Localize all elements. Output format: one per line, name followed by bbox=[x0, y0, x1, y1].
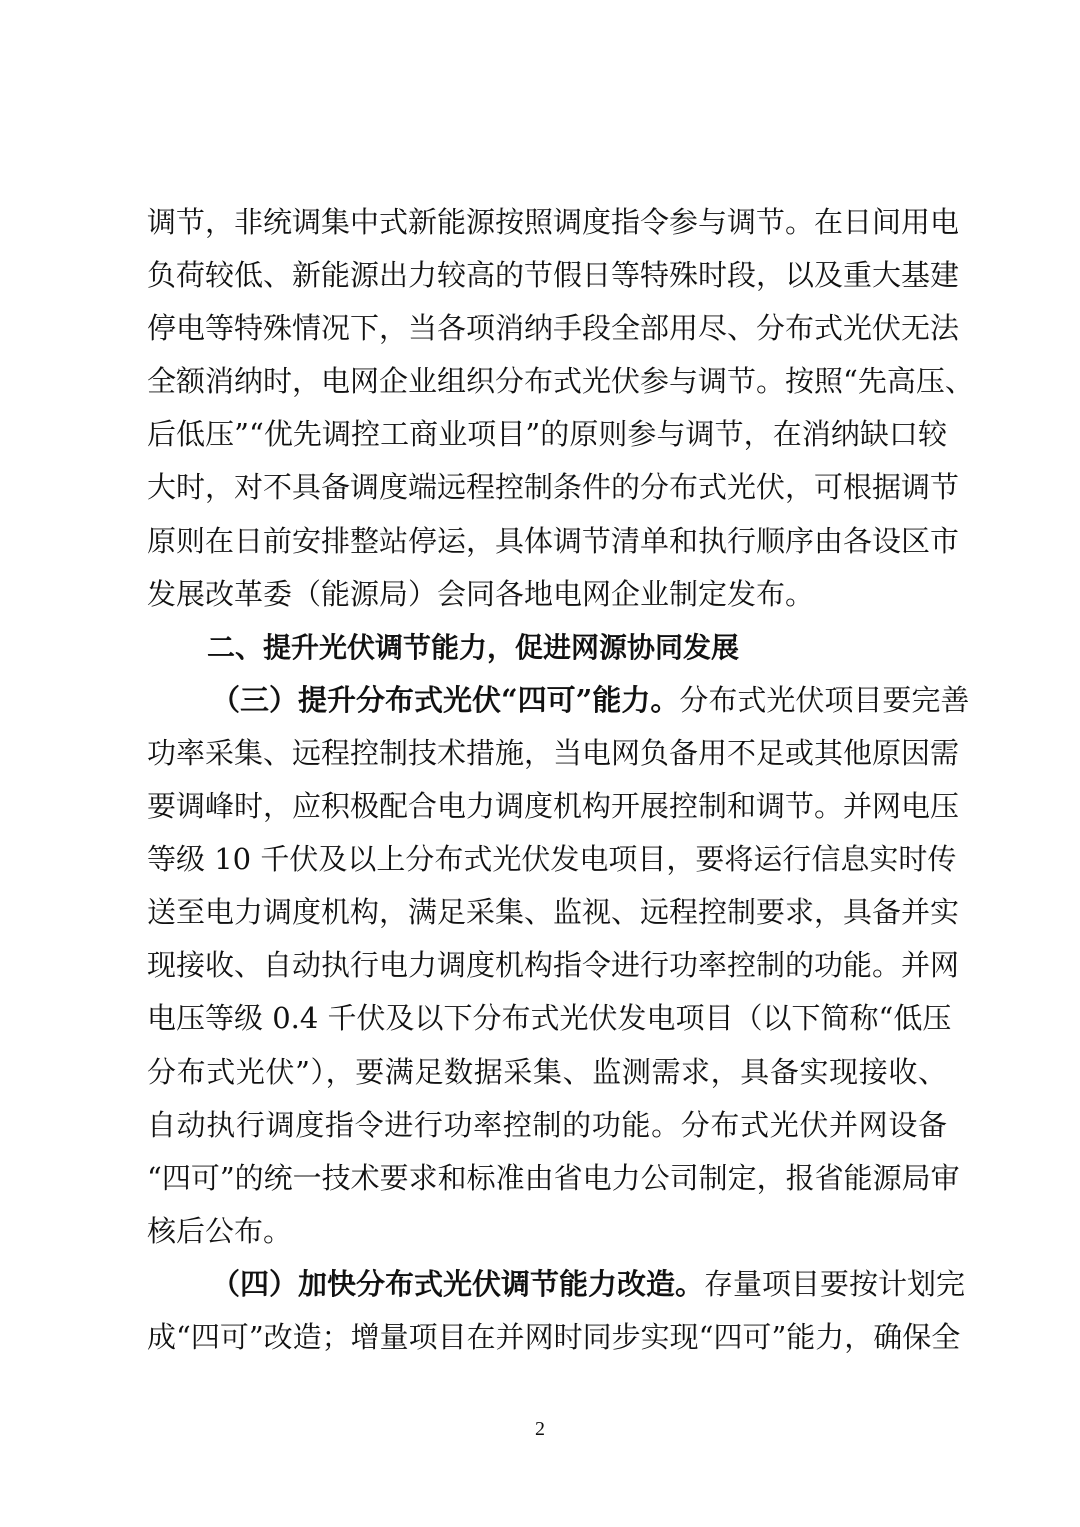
text-line: 自动执行调度指令进行功率控制的功能。分布式光伏并网设备 bbox=[147, 1107, 947, 1142]
text-line: 调节，非统调集中式新能源按照调度指令参与调节。在日间用电 bbox=[147, 205, 960, 239]
text-line: 停电等特殊情况下，当各项消纳手段全部用尽、分布式光伏无法 bbox=[147, 311, 960, 346]
text-line: 电压等级 0.4 千伏及以下分布式光伏发电项目（以下简称“低压 bbox=[147, 1001, 952, 1036]
paragraph-four-capabilities bbox=[147, 674, 970, 1258]
text-line: 分布式光伏”），要满足数据采集、监测需求，具备实现接收、 bbox=[147, 1054, 947, 1089]
paragraph-text: 分布式光伏项目要完善 bbox=[679, 682, 970, 717]
paragraph-title: （四）加快分布式光伏调节能力改造。 bbox=[211, 1266, 705, 1301]
text-line: 等级 10 千伏及以上分布式光伏发电项目，要将运行信息实时传 bbox=[147, 842, 957, 877]
text-line: 发展改革委（能源局）会同各地电网企业制定发布。 bbox=[147, 576, 815, 611]
text-line: 功率采集、远程控制技术措施，当电网负备用不足或其他原因需 bbox=[147, 735, 960, 770]
text-line: “四可”的统一技术要求和标准由省电力公司制定，报省能源局审 bbox=[147, 1160, 960, 1195]
text-line: 现接收、自动执行电力调度机构指令进行功率控制的功能。并网 bbox=[147, 948, 960, 983]
text-line bbox=[147, 1258, 966, 1311]
paragraph-text: 存量项目要按计划完 bbox=[704, 1266, 966, 1301]
page-number: 2 bbox=[535, 1418, 545, 1440]
paragraph-regulation-retrofit bbox=[147, 1258, 966, 1364]
paragraph-title: （三）提升分布式光伏“四可”能力。 bbox=[211, 682, 680, 717]
text-line: 全额消纳时，电网企业组织分布式光伏参与调节。按照“先高压、 bbox=[147, 364, 974, 399]
text-line bbox=[147, 674, 970, 727]
text-line: 原则在日前安排整站停运，具体调节清单和执行顺序由各设区市 bbox=[147, 523, 960, 558]
text-line: 送至电力调度机构，满足采集、监视、远程控制要求，具备并实 bbox=[147, 895, 960, 930]
text-line: 核后公布。 bbox=[147, 1213, 293, 1248]
paragraph-regulation-continuation bbox=[147, 196, 974, 621]
section-heading: 二、提升光伏调节能力，促进网源协同发展 bbox=[207, 630, 740, 664]
text-line: 成“四可”改造；增量项目在并网时同步实现“四可”能力，确保全 bbox=[147, 1319, 961, 1354]
text-line: 负荷较低、新能源出力较高的节假日等特殊时段，以及重大基建 bbox=[147, 258, 960, 293]
document-body bbox=[147, 196, 974, 1364]
text-line: 大时，对不具备调度端远程控制条件的分布式光伏，可根据调节 bbox=[147, 470, 960, 505]
text-line: 后低压”“优先调控工商业项目”的原则参与调节，在消纳缺口较 bbox=[147, 417, 947, 452]
text-line: 要调峰时，应积极配合电力调度机构开展控制和调节。并网电压 bbox=[147, 789, 960, 824]
